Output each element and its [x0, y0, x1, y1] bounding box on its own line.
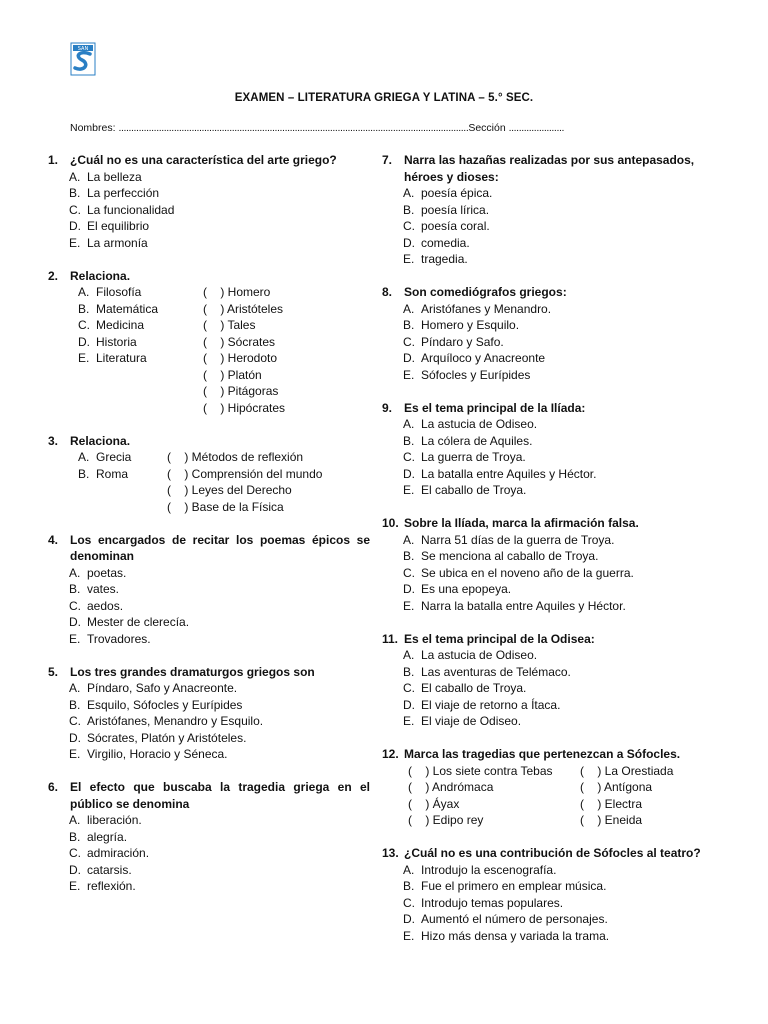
- question-text: Los encargados de recitar los poemas épicos se denominan: [70, 532, 370, 563]
- matching-right-item[interactable]: ( ) Tales: [203, 318, 256, 332]
- matching-left-item: A. Filosofía: [78, 285, 142, 299]
- question-number: 1.: [48, 153, 59, 167]
- question-text: Los tres grandes dramaturgos griegos son: [70, 664, 315, 679]
- option[interactable]: B. La cólera de Aquiles.: [403, 433, 533, 448]
- question-11: [382, 631, 718, 730]
- question-text: ¿Cuál no es una contribución de Sófocles al teatro?: [404, 846, 701, 860]
- question-number: 6.: [48, 780, 59, 794]
- option[interactable]: C. poesía coral.: [403, 219, 490, 233]
- matching-right-item[interactable]: ( ) Herodoto: [203, 351, 278, 365]
- option[interactable]: C. admiración.: [69, 846, 150, 860]
- matching-right-item[interactable]: ( ) Homero: [203, 285, 271, 299]
- check-item[interactable]: ( ) Antígona: [580, 780, 653, 794]
- question-number: 7.: [382, 153, 393, 167]
- matching-right-item[interactable]: ( ) Aristóteles: [203, 301, 284, 316]
- student-info-line: [70, 122, 710, 134]
- option[interactable]: E. El caballo de Troya.: [403, 483, 527, 497]
- option[interactable]: A. La astucia de Odiseo.: [403, 648, 538, 662]
- question-text: El efecto que buscaba la tragedia griega en el público se denomina: [70, 780, 370, 811]
- question-text: Es el tema principal de la Odisea:: [404, 631, 595, 646]
- question-text: ¿Cuál no es una característica del arte griego?: [70, 153, 337, 167]
- left-column: [48, 152, 370, 911]
- matching-left-item: E. Literatura: [78, 351, 147, 365]
- question-number: 12.: [382, 747, 399, 761]
- option[interactable]: E. tragedia.: [403, 252, 468, 266]
- check-item[interactable]: ( ) Edipo rey: [408, 813, 484, 827]
- option[interactable]: A. La belleza: [69, 169, 142, 184]
- right-column: [382, 152, 718, 961]
- option[interactable]: E. El viaje de Odiseo.: [403, 714, 522, 728]
- matching-block: [48, 284, 370, 416]
- matching-left-item: A. Grecia: [78, 450, 132, 464]
- option[interactable]: B. Fue el primero en emplear música.: [403, 879, 607, 893]
- matching-right-item[interactable]: ( ) Platón: [203, 367, 262, 382]
- option[interactable]: C. La funcionalidad: [69, 202, 175, 217]
- option[interactable]: E. Virgilio, Horacio y Séneca.: [69, 747, 228, 761]
- question-text: Relaciona.: [70, 433, 131, 448]
- checklist-grid: [382, 763, 718, 829]
- question-13: [382, 845, 718, 944]
- option[interactable]: B. Esquilo, Sófocles y Eurípides: [69, 697, 243, 712]
- option[interactable]: E. La armonía: [69, 235, 148, 250]
- exam-title: EXAMEN – LITERATURA GRIEGA Y LATINA – 5.° SEC.: [234, 92, 534, 104]
- matching-left-item: B. Roma: [78, 466, 129, 481]
- matching-right-item[interactable]: ( ) Pitágoras: [203, 384, 279, 398]
- option[interactable]: D. Es una epopeya.: [403, 582, 512, 596]
- question-2: [48, 268, 370, 417]
- option[interactable]: D. catarsis.: [69, 862, 132, 877]
- matching-right-item[interactable]: ( ) Comprensión del mundo: [167, 466, 323, 481]
- question-number: 11.: [382, 631, 399, 646]
- option[interactable]: E. reflexión.: [69, 879, 136, 893]
- option[interactable]: A. Narra 51 días de la guerra de Troya.: [403, 532, 615, 547]
- matching-left-item: B. Matemática: [78, 301, 159, 316]
- question-5: [48, 664, 370, 763]
- matching-right-item[interactable]: ( ) Sócrates: [203, 334, 276, 349]
- option[interactable]: B. vates.: [69, 582, 120, 596]
- names-label: Nombres:: [70, 122, 116, 134]
- option[interactable]: B. Las aventuras de Telémaco.: [403, 664, 571, 679]
- option[interactable]: E. Sófocles y Eurípides: [403, 367, 531, 382]
- names-field[interactable]: ...........................................................................................................................................: [118, 122, 469, 134]
- section-label: Sección: [468, 122, 506, 134]
- check-item[interactable]: ( ) Eneida: [580, 813, 643, 827]
- option[interactable]: C. Se ubica en el noveno año de la guerra.: [403, 565, 634, 580]
- check-item[interactable]: ( ) Electra: [580, 796, 643, 811]
- option[interactable]: B. Homero y Esquilo.: [403, 318, 520, 332]
- option[interactable]: B. Se menciona al caballo de Troya.: [403, 549, 599, 563]
- question-7: [382, 152, 718, 268]
- question-9: [382, 400, 718, 499]
- check-item[interactable]: ( ) Áyax: [408, 796, 460, 811]
- check-item[interactable]: ( ) Los siete contra Tebas: [408, 763, 553, 778]
- check-item[interactable]: ( ) La Orestiada: [580, 763, 674, 778]
- question-1: [48, 152, 370, 251]
- option[interactable]: A. liberación.: [69, 813, 142, 827]
- question-number: 9.: [382, 400, 393, 415]
- matching-right-item[interactable]: ( ) Hipócrates: [203, 400, 286, 415]
- option[interactable]: B. alegría.: [69, 829, 128, 844]
- option[interactable]: C. Píndaro y Safo.: [403, 334, 504, 349]
- question-12: [382, 746, 718, 829]
- option[interactable]: A. Aristófanes y Menandro.: [403, 301, 552, 316]
- option[interactable]: D. La batalla entre Aquiles y Héctor.: [403, 466, 597, 481]
- question-text: Narra las hazañas realizadas por sus antepasados, héroes y dioses:: [404, 153, 695, 184]
- option[interactable]: C. La guerra de Troya.: [403, 450, 526, 464]
- question-number: 10.: [382, 516, 399, 530]
- option[interactable]: C. aedos.: [69, 598, 124, 613]
- question-10: [382, 515, 718, 614]
- option[interactable]: C. El caballo de Troya.: [403, 681, 527, 695]
- matching-block: [48, 449, 370, 515]
- question-number: 13.: [382, 846, 399, 860]
- school-logo: [70, 42, 96, 76]
- question-number: 2.: [48, 268, 59, 283]
- option[interactable]: D. El equilibrio: [69, 219, 150, 233]
- logo-text: SAN: [77, 46, 89, 52]
- question-number: 8.: [382, 285, 393, 299]
- matching-right-item[interactable]: ( ) Base de la Física: [167, 499, 284, 514]
- option[interactable]: E. Trovadores.: [69, 631, 151, 646]
- check-item[interactable]: ( ) Andrómaca: [408, 780, 494, 794]
- option[interactable]: C. Aristófanes, Menandro y Esquilo.: [69, 714, 264, 728]
- question-text: Son comediógrafos griegos:: [404, 285, 567, 299]
- matching-left-item: D. Historia: [78, 334, 137, 349]
- question-text: Es el tema principal de la Ilíada:: [404, 400, 586, 415]
- option[interactable]: A. Píndaro, Safo y Anacreonte.: [69, 681, 238, 695]
- option[interactable]: A. Introdujo la escenografía.: [403, 862, 557, 877]
- question-8: [382, 284, 718, 383]
- option[interactable]: D. Aumentó el número de personajes.: [403, 912, 608, 926]
- option[interactable]: E. Hizo más densa y variada la trama.: [403, 928, 610, 943]
- option[interactable]: D. El viaje de retorno a Ítaca.: [403, 697, 561, 712]
- option[interactable]: D. comedia.: [403, 235, 470, 250]
- option[interactable]: A. poetas.: [69, 565, 127, 580]
- option[interactable]: D. Mester de clerecía.: [69, 615, 190, 629]
- matching-right-item[interactable]: ( ) Leyes del Derecho: [167, 483, 292, 497]
- question-6: [48, 779, 370, 895]
- option[interactable]: C. Introdujo temas populares.: [403, 895, 564, 910]
- question-number: 4.: [48, 532, 59, 547]
- option[interactable]: D. Arquíloco y Anacreonte: [403, 351, 546, 365]
- question-number: 5.: [48, 664, 59, 679]
- option[interactable]: D. Sócrates, Platón y Aristóteles.: [69, 730, 247, 745]
- question-text: Marca las tragedias que pertenezcan a Sófocles.: [404, 747, 681, 761]
- question-text: Relaciona.: [70, 268, 131, 283]
- option[interactable]: E. Narra la batalla entre Aquiles y Héctor.: [403, 598, 626, 613]
- question-3: [48, 433, 370, 516]
- matching-left-item: C. Medicina: [78, 318, 145, 332]
- matching-right-item[interactable]: ( ) Métodos de reflexión: [167, 450, 304, 464]
- option[interactable]: A. La astucia de Odiseo.: [403, 417, 538, 431]
- option[interactable]: B. La perfección: [69, 186, 160, 200]
- option[interactable]: B. poesía lírica.: [403, 202, 490, 217]
- question-text: Sobre la Ilíada, marca la afirmación falsa.: [404, 516, 639, 530]
- question-number: 3.: [48, 433, 59, 448]
- question-4: [48, 532, 370, 648]
- section-field[interactable]: ......................: [508, 122, 565, 134]
- option[interactable]: A. poesía épica.: [403, 186, 493, 200]
